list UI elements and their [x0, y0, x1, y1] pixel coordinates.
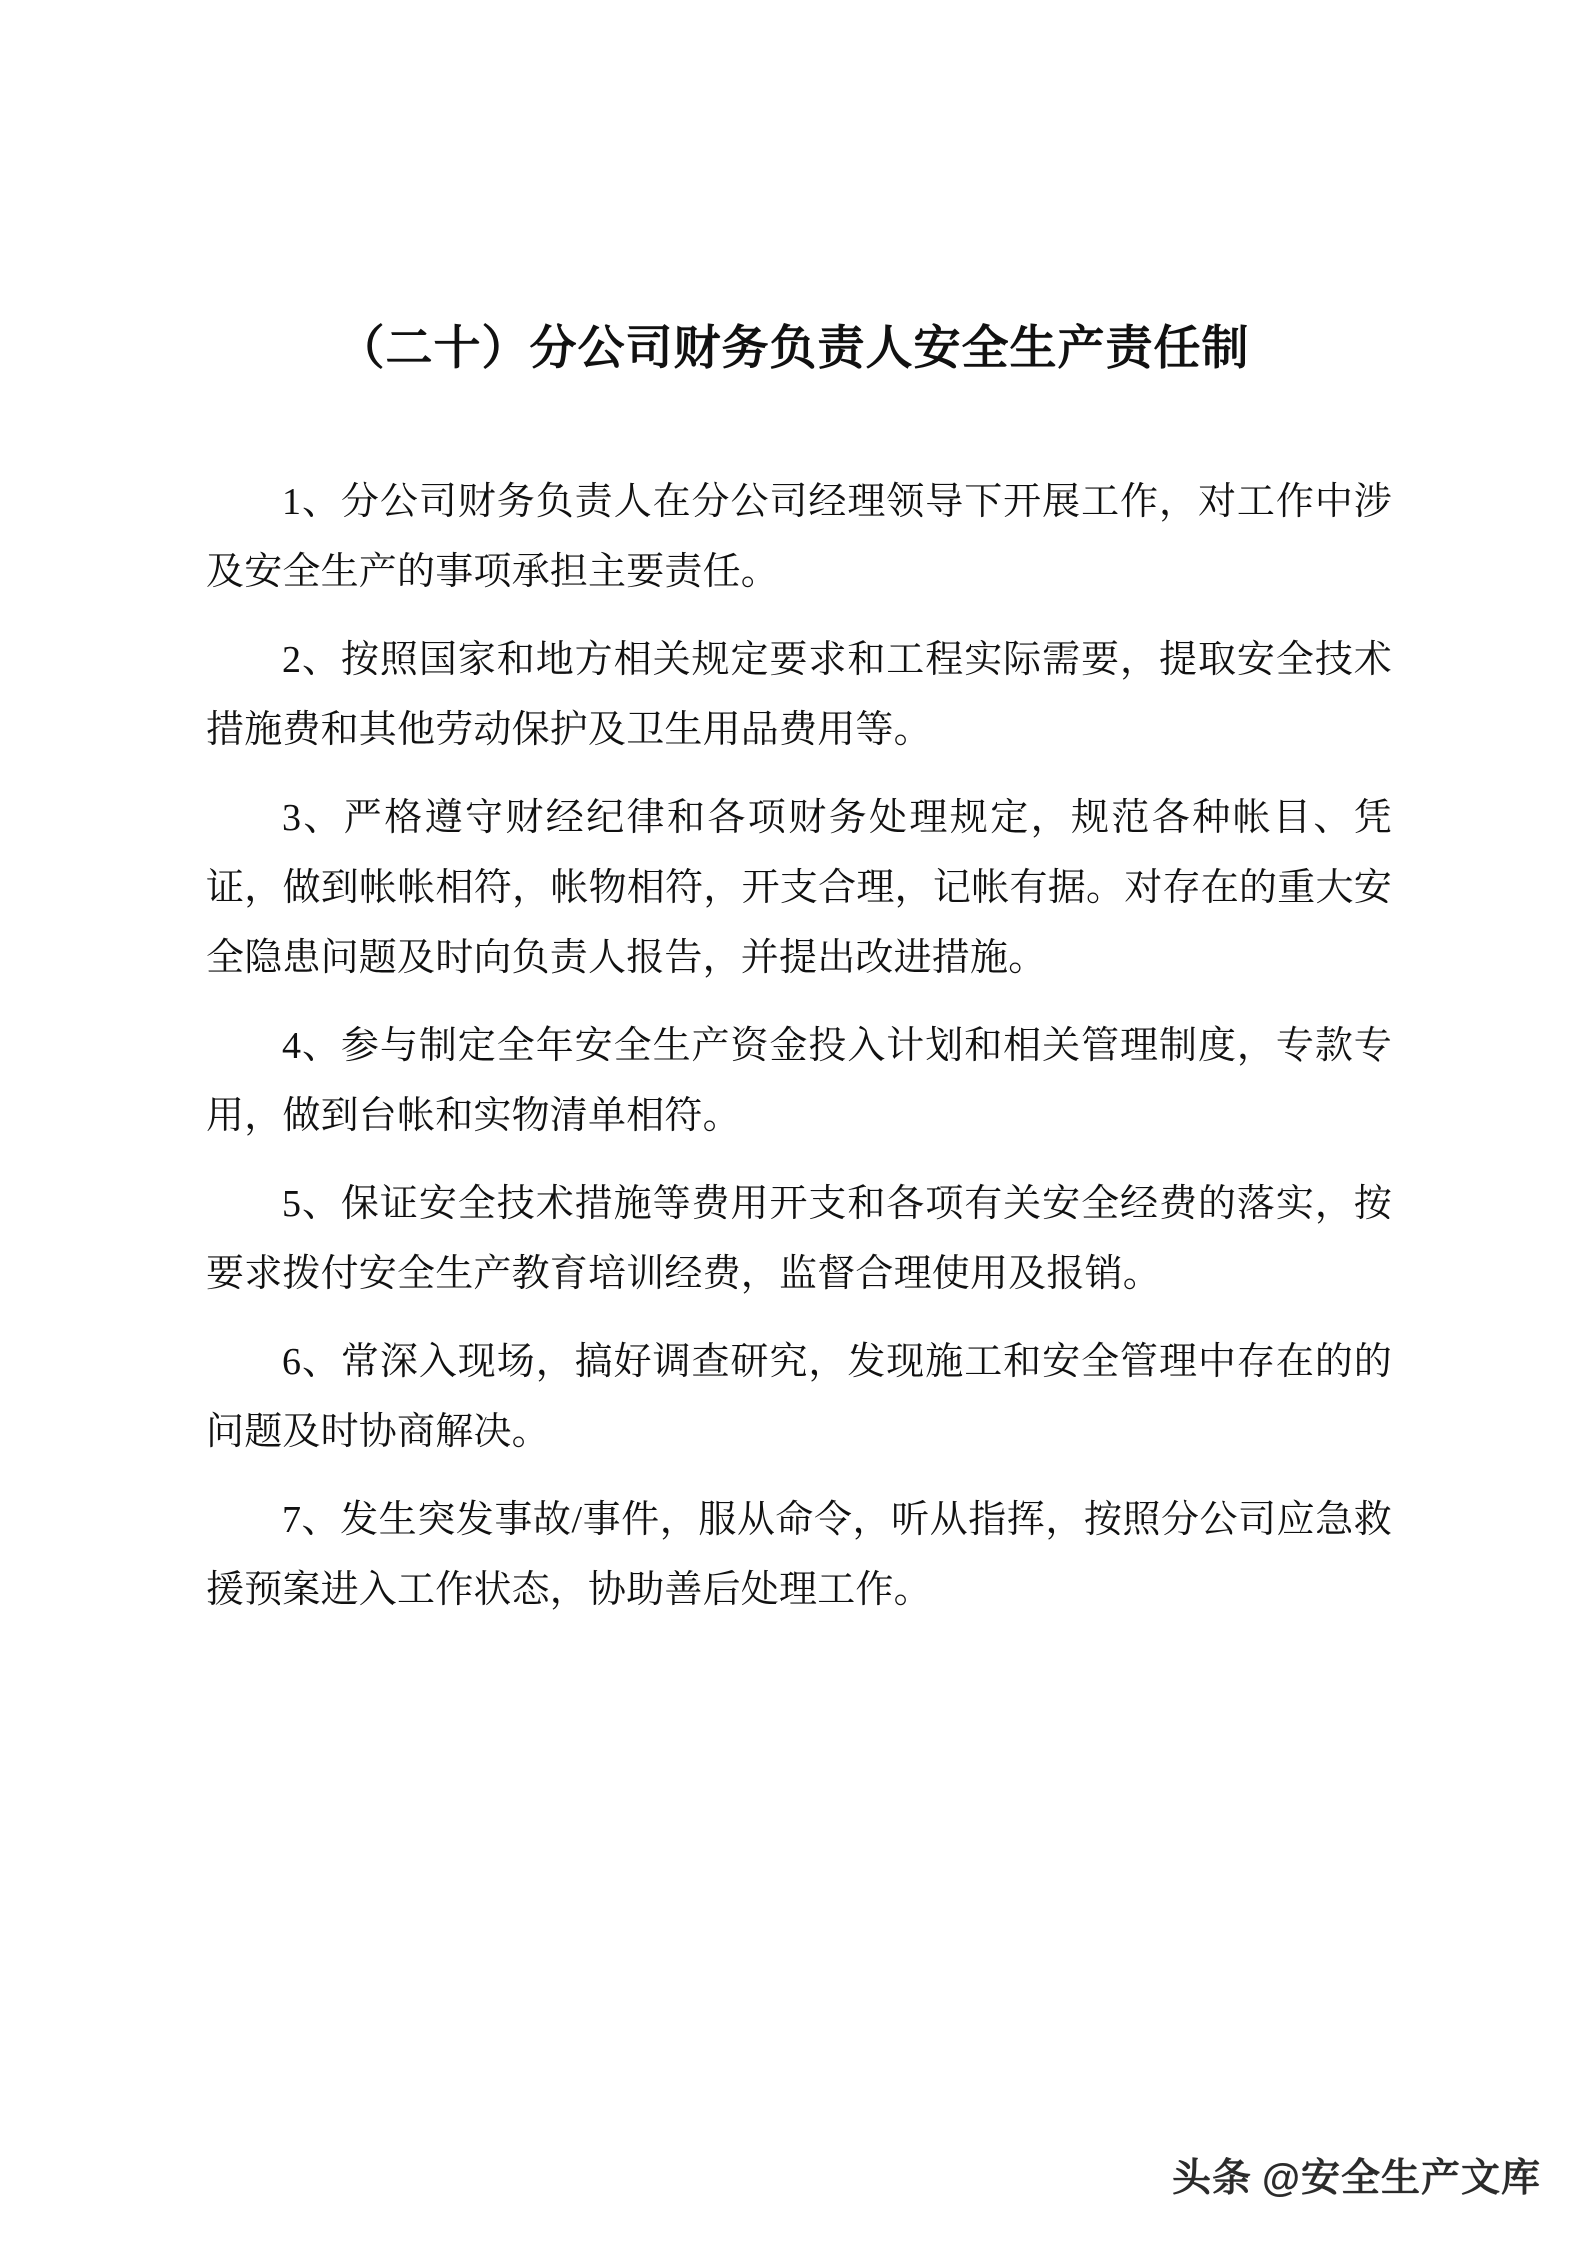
watermark-brand: 头条 — [1171, 2157, 1252, 2200]
watermark — [1172, 2155, 1541, 2203]
clause-paragraph-6: 6、常深入现场，搞好调查研究，发现施工和安全管理中存在的的问题及时协商解决。 — [206, 1341, 1392, 1453]
document-body — [206, 467, 1392, 1625]
clause-paragraph-1: 1、分公司财务负责人在分公司经理领导下开展工作，对工作中涉及安全生产的事项承担主要责任。 — [206, 481, 1392, 593]
page-title: （二十）分公司财务负责人安全生产责任制 — [337, 321, 1250, 375]
clause-paragraph-4: 4、参与制定全年安全生产资金投入计划和相关管理制度，专款专用，做到台帐和实物清单相符。 — [206, 1025, 1392, 1137]
clause-paragraph-5: 5、保证安全技术措施等费用开支和各项有关安全经费的落实，按要求拨付安全生产教育培训经费，监督合理使用及报销。 — [206, 1183, 1392, 1295]
watermark-handle: @安全生产文库 — [1261, 2157, 1541, 2200]
clause-paragraph-7: 7、发生突发事故/事件，服从命令，听从指挥，按照分公司应急救援预案进入工作状态，协助善后处理工作。 — [206, 1499, 1392, 1611]
clause-paragraph-3: 3、严格遵守财经纪律和各项财务处理规定，规范各种帐目、凭证，做到帐帐相符，帐物相符，开支合理，记帐有据。对存在的重大安全隐患问题及时向负责人报告，并提出改进措施。 — [206, 797, 1392, 979]
clause-paragraph-2: 2、按照国家和地方相关规定要求和工程实际需要，提取安全技术措施费和其他劳动保护及卫生用品费用等。 — [206, 639, 1392, 751]
